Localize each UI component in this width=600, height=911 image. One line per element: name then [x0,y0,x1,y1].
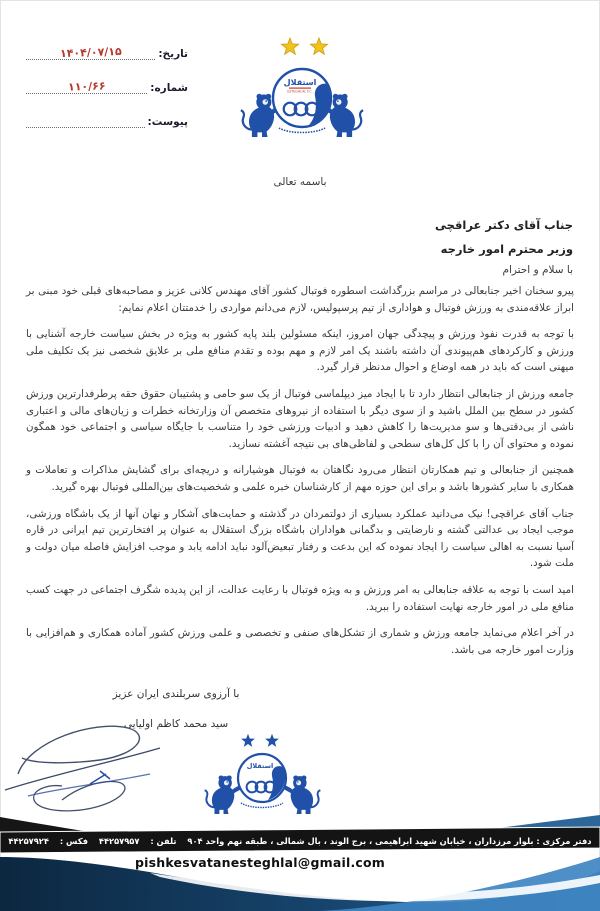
reference-fields [26,36,188,138]
date-field [26,36,188,60]
date-label: تاریخ: [158,48,188,60]
attachment-line [26,109,145,128]
fax-number: ۴۴۲۵۷۹۲۴ [8,836,49,846]
number-value: ۱۱۰/۶۶ [67,79,106,94]
paragraph: امید است با توجه به علاقه جنابعالی به امر ورزش و به ویژه فوتبال با رعایت عدالت، از این پدیده شگرف اجتماعی در جهت کسب منافع ملی در امور خارجه نهایت استفاده را ببرید. [26,583,574,613]
phone-number: ۴۴۲۵۷۹۵۷ [98,836,140,846]
badge-club-name-en: ESTEGHLAL F.C. [287,89,313,94]
esteghlal-crest-icon [227,34,377,144]
footer-email: pishkesvatanesteghlal@gmail.com [134,855,386,870]
besmele: باسمه تعالی [273,176,327,188]
paragraph: با توجه به قدرت نفوذ ورزش و پیچدگی جهان امروز، اینکه مسئولین بلند پایه کشور به ویژه در بخش سیاست خارجه آشنایی با ورزش و کارکردهای هم‌پیوندی آن داشته باشند یک امر لازم و مهم بوده و تقدم منافع ملی بر علایق شخصی نیز یک تکلیف ملی میهنی است که باید در همه اوضاع و احوال مدنظر قرار گیرد. [26,328,574,374]
star-icon [241,734,255,747]
star-icon [310,38,327,54]
attachment-label: پیوست: [147,116,188,128]
phone-label: تلفن : [150,836,177,846]
lion-icon [205,775,243,814]
paragraph: در آخر اعلام می‌نماید جامعه ورزش و شماری از تشکل‌های صنفی و تخصصی و علمی ورزش کشور آماده همکاری و هم‌افزایی با وزارت امور خارجه می باشد. [26,627,574,656]
lion-icon [283,775,321,814]
number-label: شماره: [150,82,188,94]
fax-label: فکس : [59,836,89,846]
date-value: ۱۴۰۴/۰۷/۱۵ [59,44,122,61]
badge-arc-text-decoration [241,803,283,808]
closing-wish: با آرزوی سربلندی ایران عزیز [112,688,240,700]
office-address: دفتر مرکزی : بلوار مرزداران ، خیابان شهید ابراهیمی ، برج الوند ، بال شمالی ، طبقه نهم واحد ۹۰۴ [187,836,592,846]
attachment-field [26,104,188,128]
addressee-block [435,213,573,261]
star-icon [281,38,298,54]
addressee-name: جناب آقای دکتر عراقچی [434,218,573,232]
paragraph: جامعه ورزش از جنابعالی انتظار دارد تا با ایجاد میز دیپلماسی فوتبال از یک سو حامی و پشتیبان حقوق حقه پرطرفدارترین ورزش کشور در سطح بین الملل باشید و از سوی دیگر با استفاده از نیروهای متخصص آن وزارتخانه خطرات و زیان‌های مالی و اعتباری ناشی از بی‌دقتی‌ها و سو مدیریت‌ها را کاهش دهید و ادبیات ورزشی خود را متناسب با جایگاه سیاسی و اجتماعی خود همگون نموده و محتوای آن را با کل کل‌های سطحی و لفاظی‌های بی نتیجه آغشته نسازید. [26,387,574,450]
footer [0,815,600,911]
footer-address-bar [0,831,600,851]
date-line [26,41,155,60]
paragraph: پیرو سخنان اخیر جنابعالی در مراسم بزرگداشت اسطوره فوتبال کشور آقای مهندس کلانی عزیز و مصاحبه‌های قبلی خود مبنی بر ابراز علاقه‌مندی به ورزش فوتبال و هواداری از تیم پرسپولیس، لازم می‌دانم مواردی را خدمتتان اعلام نمایم: [26,285,574,314]
badge-club-name: استقلال [283,78,317,87]
number-field [26,70,188,94]
salutation: با سلام و احترام [502,264,573,276]
letter-body [26,283,574,668]
badge-club-name: استقلال [246,762,274,770]
addressee-title: وزیر محترم امور خارجه [440,242,573,256]
number-line [26,75,147,94]
badge-arc-text-decoration [279,128,325,133]
paragraph: همچنین از جنابعالی و تیم همکارتان انتظار می‌رود نگاهتان به فوتبال هوشیارانه و دریچه‌ای برای گشایش مذاکرات و تعاملات و همکاری با سایر کشورها باشد و برای این حوزه مهم از کارشناسان خبره علمی و شخصیت‌های بین‌المللی فوتبال بهره گیرید. [26,464,574,493]
paragraph: جناب آقای عراقچی! نیک می‌دانید عملکرد بسیاری از دولتمردان در گذشته و حمایت‌های آشکار و نهان آنها از یک باشگاه ورزشی، موجب ایجاد بی عدالتی گشته و نارضایتی و بدگمانی هواداران باشگاه بزرگ استقلال به عنوان پر افتخارترین تیم ایرانی در قاره آسیا نسبت به اهالی سیاست را ایجاد نموده که این بدعت و رفتار تبعیض‌آلود نباید ادامه یابد و موجب افزایش فاصله میان دولت و ملت شود. [26,507,574,570]
star-icon [265,734,279,747]
signature-scribble [0,712,195,817]
esteghlal-crest-outline-icon [195,731,330,826]
signatory-name: سید محمد کاظم اولیایی [123,718,229,730]
